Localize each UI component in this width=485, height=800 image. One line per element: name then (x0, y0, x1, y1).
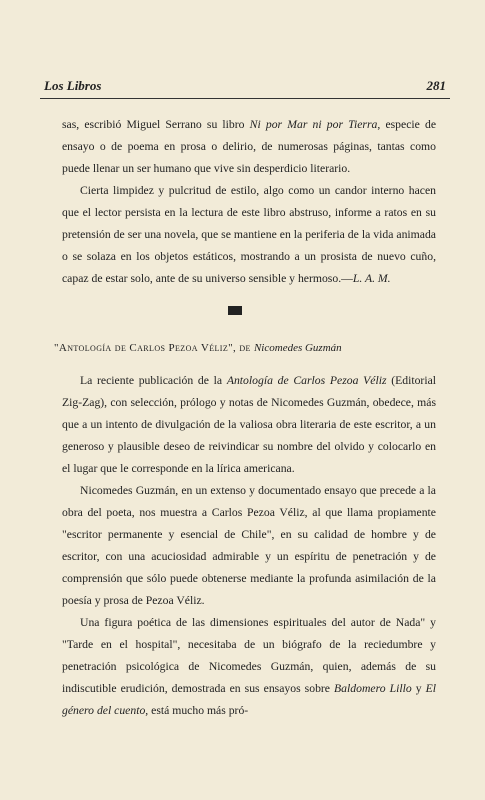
heading-author: Nicomedes Guzmán (253, 342, 342, 354)
review-2-paragraph-1 (62, 370, 436, 480)
header-rule (40, 98, 450, 99)
review-2-paragraph-2: Nicomedes Guzmán, en un extenso y documentado ensayo que precede a la obra del poeta, nos muestra a Carlos Pezoa Véliz, al que llama propiamente "escritor permanente y esencial de Chile", en su calidad de hombre y de escritor, con una acuciosidad admirable y un espíritu de penetración y de comprensión que sólo puede obtenerse mediante la profunda asimilación de la poesía y prosa de Pezoa Véliz. (62, 484, 436, 607)
book-title: Ni por Mar ni por Tierra (249, 118, 378, 131)
heading-title: "Antología de Carlos Pezoa Véliz", de (54, 342, 254, 354)
review-1-text (62, 114, 436, 290)
review-2-text (62, 370, 436, 722)
text-run: (Editorial Zig-Zag), con selección, prólogo y notas de Nicomedes Guzmán, obedece, más que a un intento de divulgación de la valiosa obra literaria de este escritor, a un generoso y plausible deseo de reivindicar su nombre del olvido y colocarlo en el lugar que le corresponde en la lírica americana. (62, 374, 437, 475)
book-title: El género del cuento (62, 682, 437, 717)
review-2-heading (54, 340, 440, 356)
signature: L. A. M. (352, 272, 391, 285)
book-page (40, 70, 450, 790)
section-title: Los Libros (44, 78, 102, 93)
page-number: 281 (426, 78, 446, 93)
text-run: Una figura poética de las dimensiones espirituales del autor de Nada" y "Tarde en el hospital", necesitaba de un biógrafo de la reciedumbre y penetración psicológica de Nicomedes Guzmán, quien, además de su indiscutible erudición, demostrada en sus ensayos sobre (62, 616, 436, 695)
review-1-paragraph-1 (62, 114, 436, 180)
text-run: Cierta limpidez y pulcritud de estilo, algo como un candor interno hacen que el lector persista en la lectura de este libro abstruso, informe a ratos en su pretensión de ser una novela, que se mantiene en la periferia de la vida animada o se solaza en los objetos estáticos, mostrando a un prosista de nuevo cuño, capaz de estar solo, ante de su universo sensible y hermoso.— (62, 184, 436, 285)
text-run: , especie de ensayo o de poema en prosa o delirio, de numerosas páginas, tantas como puede llenar un ser humano que vive sin desperdicio literario. (62, 118, 437, 175)
text-run: y (411, 682, 426, 695)
section-ornament (228, 306, 242, 315)
book-title: Antología de Carlos Pezoa Véliz (226, 374, 387, 387)
text-run: , está mucho más pró- (145, 704, 249, 717)
review-1-paragraph-2 (62, 180, 436, 290)
text-run: La reciente publicación de la (80, 374, 227, 387)
text-run: sas, escribió Miguel Serrano su libro (62, 118, 250, 131)
book-title: Baldomero Lillo (334, 682, 412, 695)
review-2-paragraph-3 (62, 612, 436, 722)
running-head (44, 78, 446, 100)
